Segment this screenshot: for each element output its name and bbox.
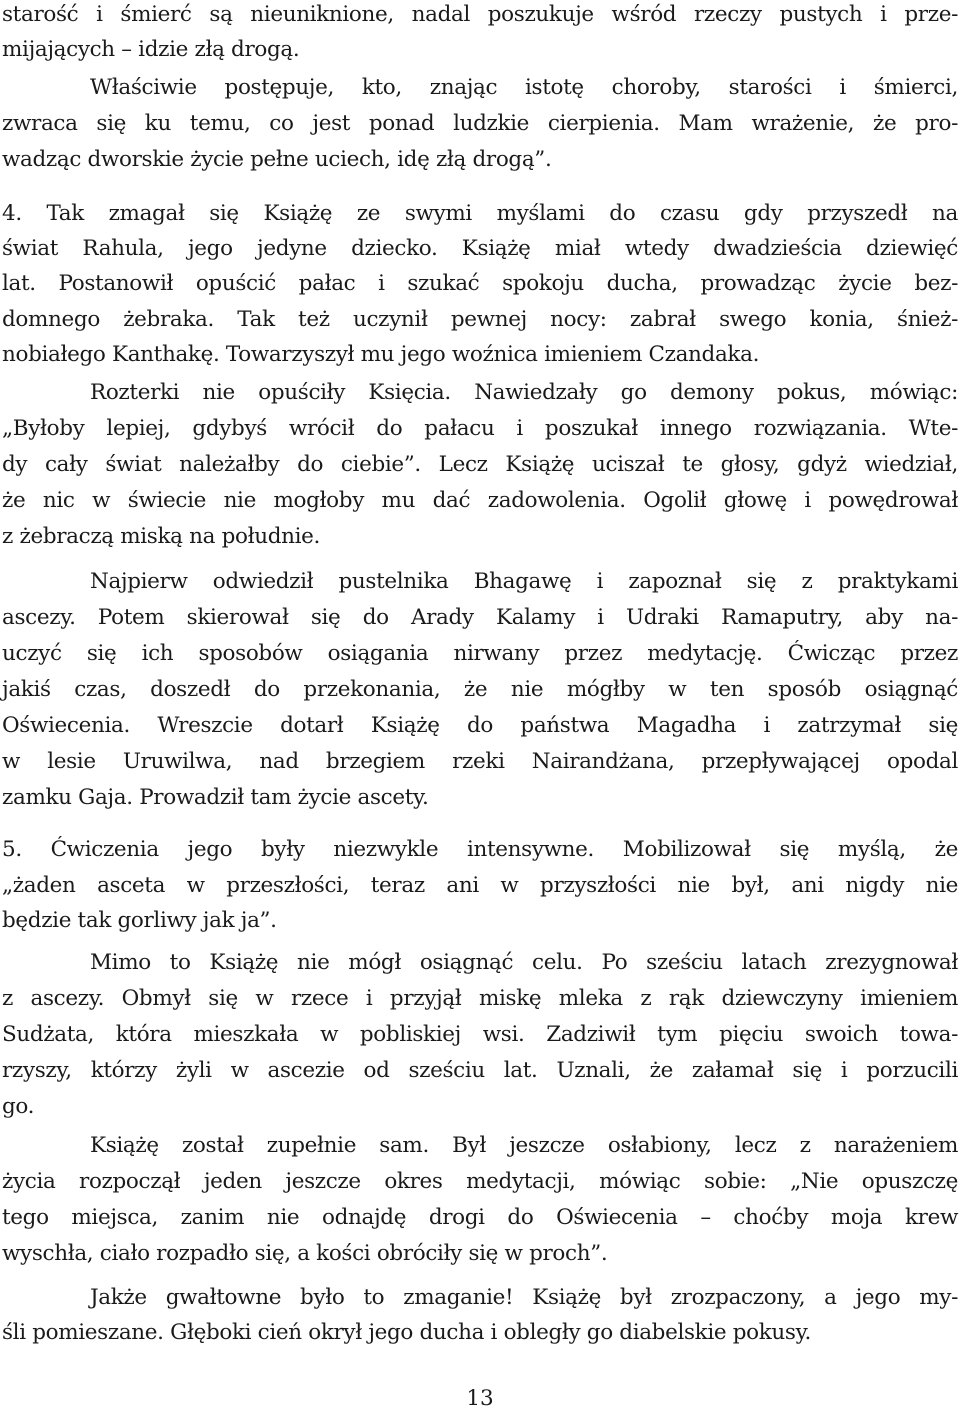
text-line: dy cały świat należałby do ciebie”. Lecz Książę uciszał te głosy, gdyż wiedział, bbox=[2, 452, 958, 477]
text-line: Rozterki nie opuściły Księcia. Nawiedzały go demony pokus, mówiąc: bbox=[90, 380, 958, 405]
text-line: mijających – idzie złą drogą. bbox=[2, 37, 300, 62]
text-line: Jakże gwałtowne było to zmaganie! Książę był zrozpaczony, a jego my- bbox=[90, 1285, 958, 1310]
text-line: nobiałego Kanthakę. Towarzyszył mu jego woźnica imieniem Czandaka. bbox=[2, 342, 760, 367]
text-line: świat Rahula, jego jedyne dziecko. Książę miał wtedy dwadzieścia dziewięć bbox=[2, 236, 958, 261]
text-line: z ascezy. Obmył się w rzece i przyjął miskę mleka z rąk dziewczyny imieniem bbox=[2, 986, 958, 1011]
text-line: Mimo to Książę nie mógł osiągnąć celu. Po sześciu latach zrezygnował bbox=[90, 950, 958, 975]
page-number: 13 bbox=[466, 1386, 494, 1411]
text-line: uczyć się ich sposobów osiągania nirwany przez medytację. Ćwicząc przez bbox=[2, 641, 958, 666]
text-line: jakiś czas, doszedł do przekonania, że nie mógłby w ten sposób osiągnąć bbox=[2, 677, 958, 702]
text-line: domnego żebraka. Tak też uczynił pewnej nocy: zabrał swego konia, śnież- bbox=[2, 307, 958, 332]
text-line: „żaden asceta w przeszłości, teraz ani w przyszłości nie był, ani nigdy nie bbox=[2, 873, 958, 898]
text-line: z żebraczą miską na południe. bbox=[2, 524, 320, 549]
text-line: lat. Postanowił opuścić pałac i szukać spokoju ducha, prowadząc życie bez- bbox=[2, 271, 958, 296]
text-line: rzyszy, którzy żyli w ascezie od sześciu lat. Uznali, że załamał się i porzucili bbox=[2, 1058, 958, 1083]
text-line: go. bbox=[2, 1094, 35, 1119]
text-line: ascezy. Potem skierował się do Arady Kalamy i Udraki Ramaputry, aby na- bbox=[2, 605, 958, 630]
text-line: Książę został zupełnie sam. Był jeszcze osłabiony, lecz z narażeniem bbox=[90, 1133, 958, 1158]
text-line: życia rozpoczął jeden jeszcze okres medytacji, mówiąc sobie: „Nie opuszczę bbox=[2, 1169, 958, 1194]
text-line: „Byłoby lepiej, gdybyś wrócił do pałacu i poszukał innego rozwiązania. Wte- bbox=[2, 416, 958, 441]
text-line: zwraca się ku temu, co jest ponad ludzkie cierpienia. Mam wrażenie, że pro- bbox=[2, 111, 958, 136]
text-line: Oświecenia. Wreszcie dotarł Książę do państwa Magadha i zatrzymał się bbox=[2, 713, 958, 738]
text-line: starość i śmierć są nieuniknione, nadal poszukuje wśród rzeczy pustych i prze- bbox=[2, 2, 958, 27]
text-line: śli pomieszane. Głęboki cień okrył jego ducha i obległy go diabelskie pokusy. bbox=[2, 1320, 812, 1345]
text-line: 4. Tak zmagał się Książę ze swymi myślami do czasu gdy przyszedł na bbox=[2, 201, 958, 226]
text-line: Właściwie postępuje, kto, znając istotę choroby, starości i śmierci, bbox=[90, 75, 958, 100]
text-line: będzie tak gorliwy jak ja”. bbox=[2, 908, 277, 933]
text-line: 5. Ćwiczenia jego były niezwykle intensywne. Mobilizował się myślą, że bbox=[2, 837, 958, 862]
text-line: wyschła, ciało rozpadło się, a kości obróciły się w proch”. bbox=[2, 1241, 608, 1266]
text-line: że nic w świecie nie mogłoby mu dać zadowolenia. Ogolił głowę i powędrował bbox=[2, 488, 958, 513]
text-line: tego miejsca, zanim nie odnajdę drogi do Oświecenia – choćby moja krew bbox=[2, 1205, 958, 1230]
text-line: Sudżata, która mieszkała w pobliskiej wsi. Zadziwił tym pięciu swoich towa- bbox=[2, 1022, 958, 1047]
text-line: Najpierw odwiedził pustelnika Bhagawę i zapoznał się z praktykami bbox=[90, 569, 958, 594]
text-line: zamku Gaja. Prowadził tam życie ascety. bbox=[2, 785, 429, 810]
text-line: w lesie Uruwilwa, nad brzegiem rzeki Nairandżana, przepływającej opodal bbox=[2, 749, 958, 774]
text-line: wadząc dworskie życie pełne uciech, idę złą drogą”. bbox=[2, 147, 552, 172]
